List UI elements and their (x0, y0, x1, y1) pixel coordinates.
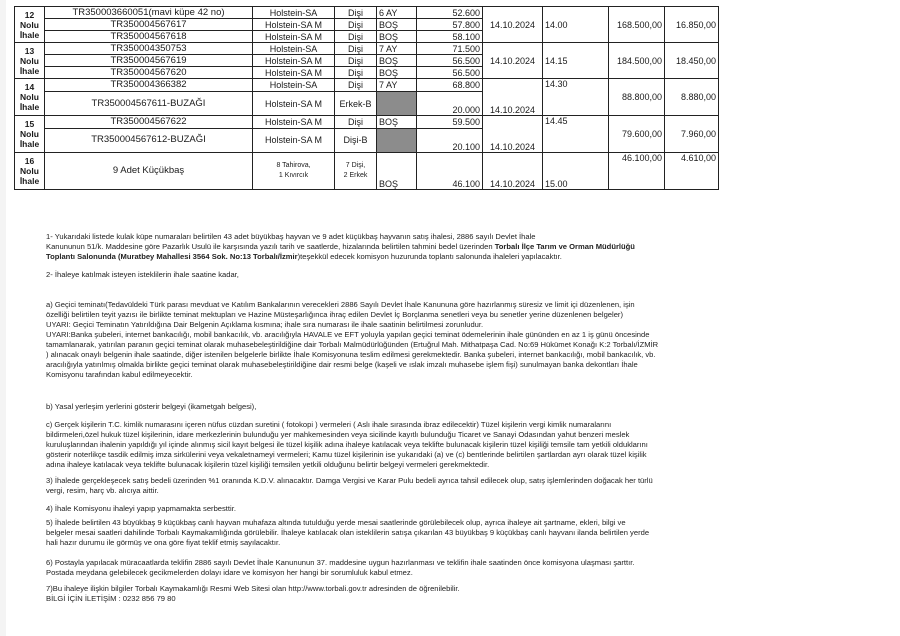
note-7: 7)Bu ihaleye ilişkin bilgiler Torbalı Kaymakamlığı Resmi Web Sitesi olan http://www.torbali.gov.tr adresinden de öğrenilebilir. BİLGİ İÇİN İLETİŞİM : 0232 856 79 80 (46, 584, 460, 603)
ear-tag: TR350004567619 (45, 55, 253, 67)
sex: Dişi (335, 7, 377, 19)
weight: 20.100 (417, 128, 483, 152)
age: 6 AY (377, 7, 417, 19)
weight: 52.600 (417, 7, 483, 19)
auction-time: 14.00 (543, 7, 609, 43)
breed: Holstein-SA M (253, 67, 335, 79)
deposit: 18.450,00 (665, 43, 719, 79)
auction-date: 14.10.2024 (483, 7, 543, 43)
ear-tag: TR350004366382 (45, 79, 253, 92)
weight: 58.100 (417, 31, 483, 43)
estimated-price: 46.100,00 (609, 153, 665, 190)
ear-tag: TR350004567617 (45, 19, 253, 31)
breed: Holstein-SA M (253, 92, 335, 116)
estimated-price: 79.600,00 (609, 116, 665, 153)
sex: Dişi (335, 43, 377, 55)
breed: Holstein-SA (253, 7, 335, 19)
auction-date: 14.10.2024 (483, 153, 543, 190)
weight: 59.500 (417, 116, 483, 129)
table-row (15, 79, 719, 92)
sex: Dişi (335, 67, 377, 79)
note-1: 1- Yukarıdaki listede kulak küpe numaraları belirtilen 43 adet büyükbaş hayvan ve 9 adet küçükbaş hayvanın satış ihalesi, 2886 sayılı Devlet İhale Kanununun 51/k. Maddesine göre Pazarlık Usulü ile karşısında yazılı tarih ve saatlerde, hizalarında belirtilen tahmini bedel üzerinden Torbalı İlçe Tarım ve Orman Müdürlüğü Toplantı Salonunda (Muratbey Mahallesi 3564 Sok. No:13 Torbalı/İzmir)teşekkül edecek komisyon huzurunda toplantı salonunda ihaleleri yapılacaktır. (46, 232, 635, 261)
lot-number: 16 Nolu İhale (15, 153, 45, 190)
sex: Dişi (335, 19, 377, 31)
sex: Dişi (335, 116, 377, 129)
ear-tag: 9 Adet Küçükbaş (45, 153, 253, 190)
table-row (15, 7, 719, 19)
age: BOŞ (377, 19, 417, 31)
estimated-price: 88.800,00 (609, 79, 665, 116)
estimated-price: 168.500,00 (609, 7, 665, 43)
ear-tag: TR350003660051(mavi küpe 42 no) (45, 7, 253, 19)
breed: Holstein-SA M (253, 19, 335, 31)
lot-number: 15 Nolu İhale (15, 116, 45, 153)
auction-date: 14.10.2024 (483, 79, 543, 116)
age: BOŞ (377, 153, 417, 190)
sex: 7 Dişi, 2 Erkek (335, 153, 377, 190)
note-6: 6) Postayla yapılacak müracaatlarda teklifin 2886 sayılı Devlet İhale Kanununun 37. maddesine uygun hazırlanması ve teklifin ihale saatinden önce komisyona ulaşması şarttır. Postada meydana gelebilecek gecikmelerden dolayı idare ve komisyon her hangi bir sorumluluk kabul etmez. (46, 558, 635, 577)
page-edge (0, 0, 6, 636)
age: BOŞ (377, 116, 417, 129)
weight: 56.500 (417, 67, 483, 79)
note-4: 4) İhale Komisyonu ihaleyi yapıp yapmamakta serbesttir. (46, 504, 236, 513)
auction-time: 15.00 (543, 153, 609, 190)
weight: 46.100 (417, 153, 483, 190)
ear-tag: TR350004350753 (45, 43, 253, 55)
note-a: a) Geçici teminatı(Tedavüldeki Türk parası mevduat ve Katılım Bankalarının verecekleri 2886 Sayılı Devlet İhale Kanununa göre hazırlanmış süresiz ve limit içi düzenlenen, işin özelliği belirtilen teyit yazısı ile birlikte teminat mektupları ve Hazine Müsteşarlığınca ihraç edilen Devlet İç Borçlanma senetleri veya bu senetler yerine düzenlenen belgeler) UYARI: Geçici Teminatın Yatırıldığına Dair Belgenin Açıklama kısmına; ihale sıra numarası ile ihale saatinin belirtilmesi zorunludur. UYARI:Banka şubeleri, internet bankacılığı, mobil bankacılık, vb. aracılığıyla HAVALE ve EFT yoluyla yapılan geçici teminat ödemelerinin ihale gününden en az 1 iş günü öncesinde tamamlanarak, yatırılan paranın geçici teminat olarak muhasebeleştirildiğine dair Torbalı Malmüdürlüğünden (Ertuğrul Mah. Mithatpaşa Cad. No:69 Hükümet Konağı K:2 Torbalı/İZMİR ) alınacak onaylı belgenin ihale saatinde, diğer istenilen belgelerle birlikte İhale Komisyonuna teslim edilmesi gerekmektedir. Banka şubeleri, internet bankacılığı, mobil bankacılık, vb. aracılığıyla yatırılmış olmakla birlikte geçici teminat olarak muhasebeleştirildiğine dair resmi belge (kaşeli ve ıslak imzalı muhasebe işlem fişi) sunulmayan banka dekontları İhale Komisyonu tarafından kabul edilmeyecektir. (46, 300, 659, 379)
auction-time: 14.15 (543, 43, 609, 79)
weight: 20.000 (417, 92, 483, 116)
deposit: 4.610,00 (665, 153, 719, 190)
deposit: 16.850,00 (665, 7, 719, 43)
sex: Dişi-B (335, 128, 377, 152)
sex: Erkek-B (335, 92, 377, 116)
weight: 68.800 (417, 79, 483, 92)
age: BOŞ (377, 31, 417, 43)
sex: Dişi (335, 31, 377, 43)
age: BOŞ (377, 67, 417, 79)
lot-number: 13 Nolu İhale (15, 43, 45, 79)
note-3: 3) İhalede gerçekleşecek satış bedeli üzerinden %1 oranında K.D.V. alınacaktır. Damga Vergisi ve Karar Pulu bedeli ayrıca tahsil edilecek olup, satış işlemlerinden doğacak her türlü vergi, resim, harç vb. alıcıya aittir. (46, 476, 653, 495)
age: BOŞ (377, 55, 417, 67)
breed: Holstein-SA M (253, 116, 335, 129)
ear-tag: TR350004567620 (45, 67, 253, 79)
note-c: c) Gerçek kişilerin T.C. kimlik numarasını içeren nüfus cüzdan suretini ( fotokopi ) vermeleri ( Aslı ihale sırasında ibraz edilecektir) Tüzel kişilerin vergi kimlik numaralarını bildirmeleri,özel hukuk tüzel kişilerinin, idare merkezlerinin bulunduğu yer mahkemesinden veya sicilinde kayıtlı bulunduğu Ticaret ve Sanayi Odasından yahut benzeri meslek kuruluşlarından ihalenin yapıldığı yıl içinde alınmış sicil kayıt belgesi ile tüzel kişilik adına ihaleye katılacak veya teklifte bulunacak kişilerin tüzel kişiliği temsile tam yetkili olduklarını gösterir noterlikçe tasdik edilmiş imza sirkülerini veya vekaletnameyi vermeleri; Kamu tüzel kişilerinin ise yukarıdaki (a) ve (c) bentlerinde belirtilen şartlardan ayrı olarak tüzel kişilik adına ihaleye katılacak veya teklifte bulunacak kişilerin tüzel kişiliği temsilen yetkili olduğunu belirtir belgeyi vermeleri gerekmektedir. (46, 420, 648, 469)
breed: Holstein-SA M (253, 128, 335, 152)
auction-date: 14.10.2024 (483, 43, 543, 79)
auction-time: 14.30 (543, 79, 609, 116)
weight: 71.500 (417, 43, 483, 55)
age-empty (377, 92, 417, 116)
weight: 56.500 (417, 55, 483, 67)
auction-date: 14.10.2024 (483, 116, 543, 153)
deposit: 8.880,00 (665, 79, 719, 116)
lot-number: 12 Nolu İhale (15, 7, 45, 43)
table-row (15, 116, 719, 129)
lots-table (14, 6, 719, 190)
breed: Holstein-SA (253, 79, 335, 92)
ear-tag: TR350004567611-BUZAĞI (45, 92, 253, 116)
age: 7 AY (377, 43, 417, 55)
deposit: 7.960,00 (665, 116, 719, 153)
ear-tag: TR350004567618 (45, 31, 253, 43)
age-empty (377, 128, 417, 152)
sex: Dişi (335, 79, 377, 92)
ear-tag: TR350004567622 (45, 116, 253, 129)
note-5: 5) İhalede belirtilen 43 büyükbaş 9 küçükbaş canlı hayvan muhafaza altında tutulduğu yerde mesai saatlerinde görülebilecek olup, ayrıca ihaleye ait şartname, ekleri, bilgi ve belgeler mesai saatleri dahilinde Torbalı Kaymakamlığında görülebilir. İhaleye katılacak olan isteklilerin satışa çıkarılan 43 büyükbaş 9 küçükbaş canlı hayvanı ilanda belirtilen yerde hali hazır durumu ile görmüş ve ona göre fiyat teklif etmiş sayılacaktır. (46, 518, 650, 547)
table-row (15, 43, 719, 55)
sex: Dişi (335, 55, 377, 67)
estimated-price: 184.500,00 (609, 43, 665, 79)
note-2: 2- İhaleye katılmak isteyen isteklilerin ihale saatine kadar, (46, 270, 239, 279)
breed: 8 Tahirova, 1 Kıvırcık (253, 153, 335, 190)
breed: Holstein-SA M (253, 55, 335, 67)
weight: 57.800 (417, 19, 483, 31)
table-row (15, 153, 719, 190)
note-b: b) Yasal yerleşim yerlerini gösterir belgeyi (ikametgah belgesi), (46, 402, 257, 411)
ear-tag: TR350004567612-BUZAĞI (45, 128, 253, 152)
age: 7 AY (377, 79, 417, 92)
breed: Holstein-SA M (253, 31, 335, 43)
lot-number: 14 Nolu İhale (15, 79, 45, 116)
auction-time: 14.45 (543, 116, 609, 153)
breed: Holstein-SA (253, 43, 335, 55)
